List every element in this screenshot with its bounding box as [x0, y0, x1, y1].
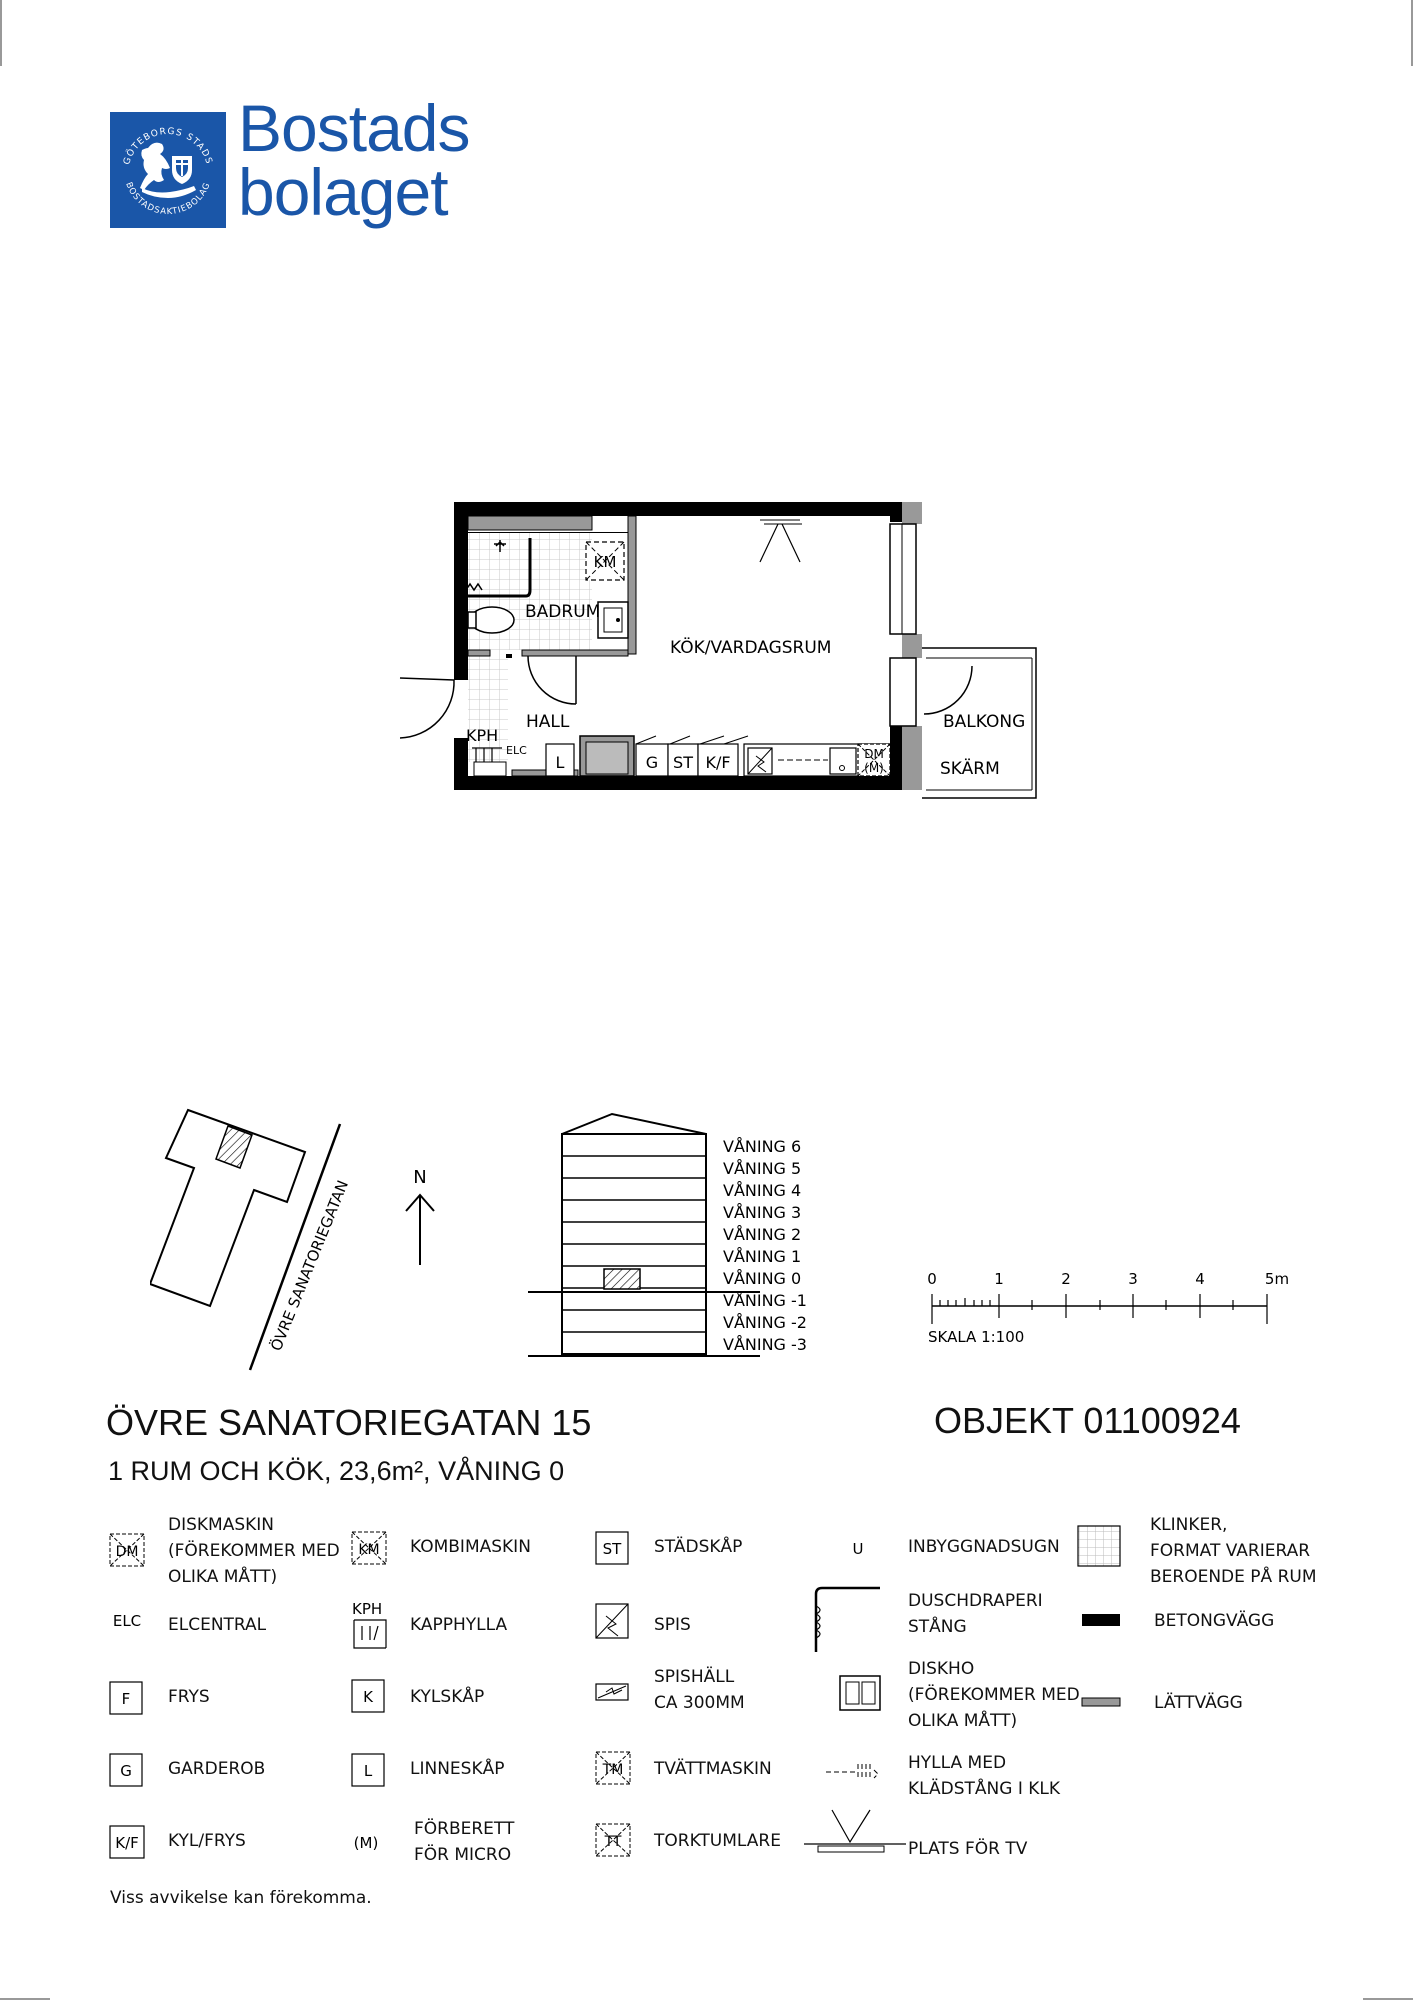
floor-label: VÅNING -1 — [723, 1291, 807, 1310]
legend-sink: DISKHO (FÖREKOMMER MED OLIKA MÅTT) — [908, 1659, 1080, 1731]
label-st: ST — [673, 753, 693, 772]
north-label: N — [413, 1167, 427, 1188]
room-label-hall: HALL — [526, 712, 570, 732]
scale-tick-label: 1 — [994, 1270, 1004, 1288]
wall-right-top — [890, 502, 902, 522]
wall-bottom — [454, 776, 900, 790]
legend-dm: DISKMASKIN (FÖREKOMMER MED OLIKA MÅTT) — [168, 1515, 340, 1587]
legend-shelf: HYLLA MED KLÄDSTÅNG I KLK — [908, 1753, 1061, 1799]
bathroom-wall-right — [628, 516, 636, 654]
label-l: L — [555, 753, 565, 772]
legend-g: GARDEROB — [168, 1759, 266, 1779]
hall-floor-tiles — [468, 650, 508, 762]
tv-mark — [760, 524, 800, 562]
label-kf: K/F — [705, 753, 731, 772]
tile-symbol — [1078, 1526, 1120, 1566]
wall-top — [454, 502, 900, 516]
address-title: ÖVRE SANATORIEGATAN 15 — [106, 1402, 592, 1443]
seal-text-top: GÖTEBORGS STADS — [122, 126, 214, 167]
scale-tick-label: 5m — [1264, 1270, 1290, 1288]
label-g: G — [645, 753, 659, 772]
label-dm: DM — [864, 747, 884, 761]
floor-plan — [380, 490, 1060, 810]
legend-u: INBYGGNADSUGN — [908, 1537, 1060, 1557]
legend-kph: KAPPHYLLA — [410, 1615, 508, 1635]
floor-label: VÅNING 5 — [723, 1159, 802, 1178]
legend-sym-text: ST — [602, 1540, 622, 1558]
shower-rod-symbol — [816, 1588, 880, 1652]
crop-mark-tl — [0, 0, 2, 66]
concrete-wall-symbol — [1082, 1614, 1120, 1626]
label-km: KM — [593, 553, 617, 571]
legend-sym-text: U — [852, 1540, 864, 1558]
wall-right-light-mid — [902, 634, 922, 658]
legend-tm: TVÄTTMASKIN — [654, 1759, 772, 1779]
legend-sym-text: (M) — [353, 1834, 379, 1852]
legend-betong: BETONGVÄGG — [1154, 1611, 1275, 1631]
legend-sym-text: TT — [604, 1834, 622, 1850]
legend-sym-text: G — [120, 1762, 132, 1780]
legend-tv: PLATS FÖR TV — [908, 1839, 1028, 1859]
legend-sym-text: TM — [602, 1762, 624, 1778]
roof — [562, 1114, 706, 1134]
bathroom-door-swing — [528, 656, 576, 704]
floor-label: VÅNING 2 — [723, 1225, 802, 1244]
floor-label: VÅNING 1 — [723, 1247, 802, 1266]
wall-right-light-bot — [902, 726, 922, 790]
building-section — [520, 1108, 840, 1368]
floor-label: VÅNING 0 — [723, 1269, 802, 1288]
floor-label: VÅNING 3 — [723, 1203, 802, 1222]
legend-elc: ELCENTRAL — [168, 1615, 267, 1635]
scale-tick-label: 3 — [1128, 1270, 1138, 1288]
legend-k: KYLSKÅP — [410, 1687, 485, 1707]
north-arrow — [400, 1165, 440, 1275]
label-kph: KPH — [466, 726, 499, 745]
label-m: (M) — [864, 761, 884, 775]
legend-sym-text: K/F — [115, 1834, 139, 1852]
disclaimer: Viss avvikelse kan förekomma. — [110, 1888, 372, 1908]
legend-klinker: KLINKER, FORMAT VARIERAR BEROENDE PÅ RUM — [1150, 1515, 1317, 1587]
window-right — [890, 524, 916, 634]
wall-right-light — [902, 502, 922, 524]
legend-sym-text: K — [363, 1688, 373, 1706]
wall-left-upper — [454, 502, 468, 680]
balcony-door-swing — [924, 666, 972, 714]
brand-seal — [110, 112, 226, 228]
floor-label: VÅNING -2 — [723, 1313, 807, 1332]
floor-label: VÅNING 4 — [723, 1181, 802, 1200]
legend-shower: DUSCHDRAPERI STÅNG — [908, 1591, 1043, 1637]
room-label-balkong: BALKONG — [943, 712, 1026, 732]
legend-sym-text: F — [121, 1690, 131, 1708]
balcony-door — [890, 658, 916, 726]
label-elc: ELC — [506, 744, 527, 757]
room-label-badrum: BADRUM — [525, 602, 601, 622]
shelf-rod-symbol — [826, 1764, 878, 1780]
floor-label: VÅNING -3 — [723, 1335, 807, 1354]
legend-spis: SPIS — [654, 1615, 691, 1635]
brand-wordmark — [238, 91, 470, 229]
kph-symbol — [354, 1620, 386, 1648]
scale-bar — [920, 1262, 1300, 1352]
legend-latt: LÄTTVÄGG — [1154, 1693, 1243, 1713]
brand-logo — [110, 91, 500, 250]
room-label-kok: KÖK/VARDAGSRUM — [670, 638, 832, 658]
legend-m: FÖRBERETT FÖR MICRO — [414, 1819, 515, 1865]
legend-kf: KYL/FRYS — [168, 1831, 246, 1851]
object-number: OBJEKT 01100924 — [934, 1400, 1241, 1441]
bathroom-wall-bottom — [522, 650, 628, 656]
apartment-floor-marker — [604, 1269, 640, 1289]
seal-text-bottom: BOSTADSAKTIEBOLAG — [123, 180, 213, 218]
legend-tt: TORKTUMLARE — [654, 1831, 781, 1851]
seal-icon — [110, 112, 226, 228]
legend-f: FRYS — [168, 1687, 210, 1707]
legend-km: KOMBIMASKIN — [410, 1537, 531, 1557]
legend-sym-text: L — [363, 1762, 373, 1780]
legend-sym-text: ELC — [112, 1612, 142, 1630]
scale-tick-label: 0 — [927, 1270, 937, 1288]
legend-l: LINNESKÅP — [410, 1759, 505, 1779]
scale-label: SKALA 1:100 — [928, 1328, 1025, 1346]
legend — [0, 1508, 1413, 1888]
room-label-skarm: SKÄRM — [940, 759, 1000, 779]
entrance-door-swing — [400, 680, 454, 738]
brand-line-1: Bostads — [238, 91, 470, 165]
street-label: ÖVRE SANATORIEGATAN — [267, 1177, 353, 1354]
bathroom-wall-top — [468, 516, 592, 530]
scale-tick-label: 4 — [1195, 1270, 1205, 1288]
apartment-summary: 1 RUM OCH KÖK, 23,6m², VÅNING 0 — [108, 1456, 565, 1486]
site-plan — [150, 1100, 390, 1380]
washbasin-icon — [598, 602, 628, 638]
floor-label: VÅNING 6 — [723, 1137, 802, 1156]
legend-st: STÄDSKÅP — [654, 1537, 743, 1557]
scale-tick-label: 2 — [1061, 1270, 1071, 1288]
wall-right-bottom — [890, 726, 902, 790]
legend-sym-text: KPH — [352, 1600, 383, 1618]
legend-spishall: SPISHÄLL CA 300MM — [654, 1667, 745, 1713]
legend-sym-text: KM — [358, 1542, 380, 1558]
legend-sym-text: DM — [115, 1544, 139, 1560]
light-wall-symbol — [1082, 1698, 1120, 1706]
brand-line-2: bolaget — [238, 155, 448, 229]
